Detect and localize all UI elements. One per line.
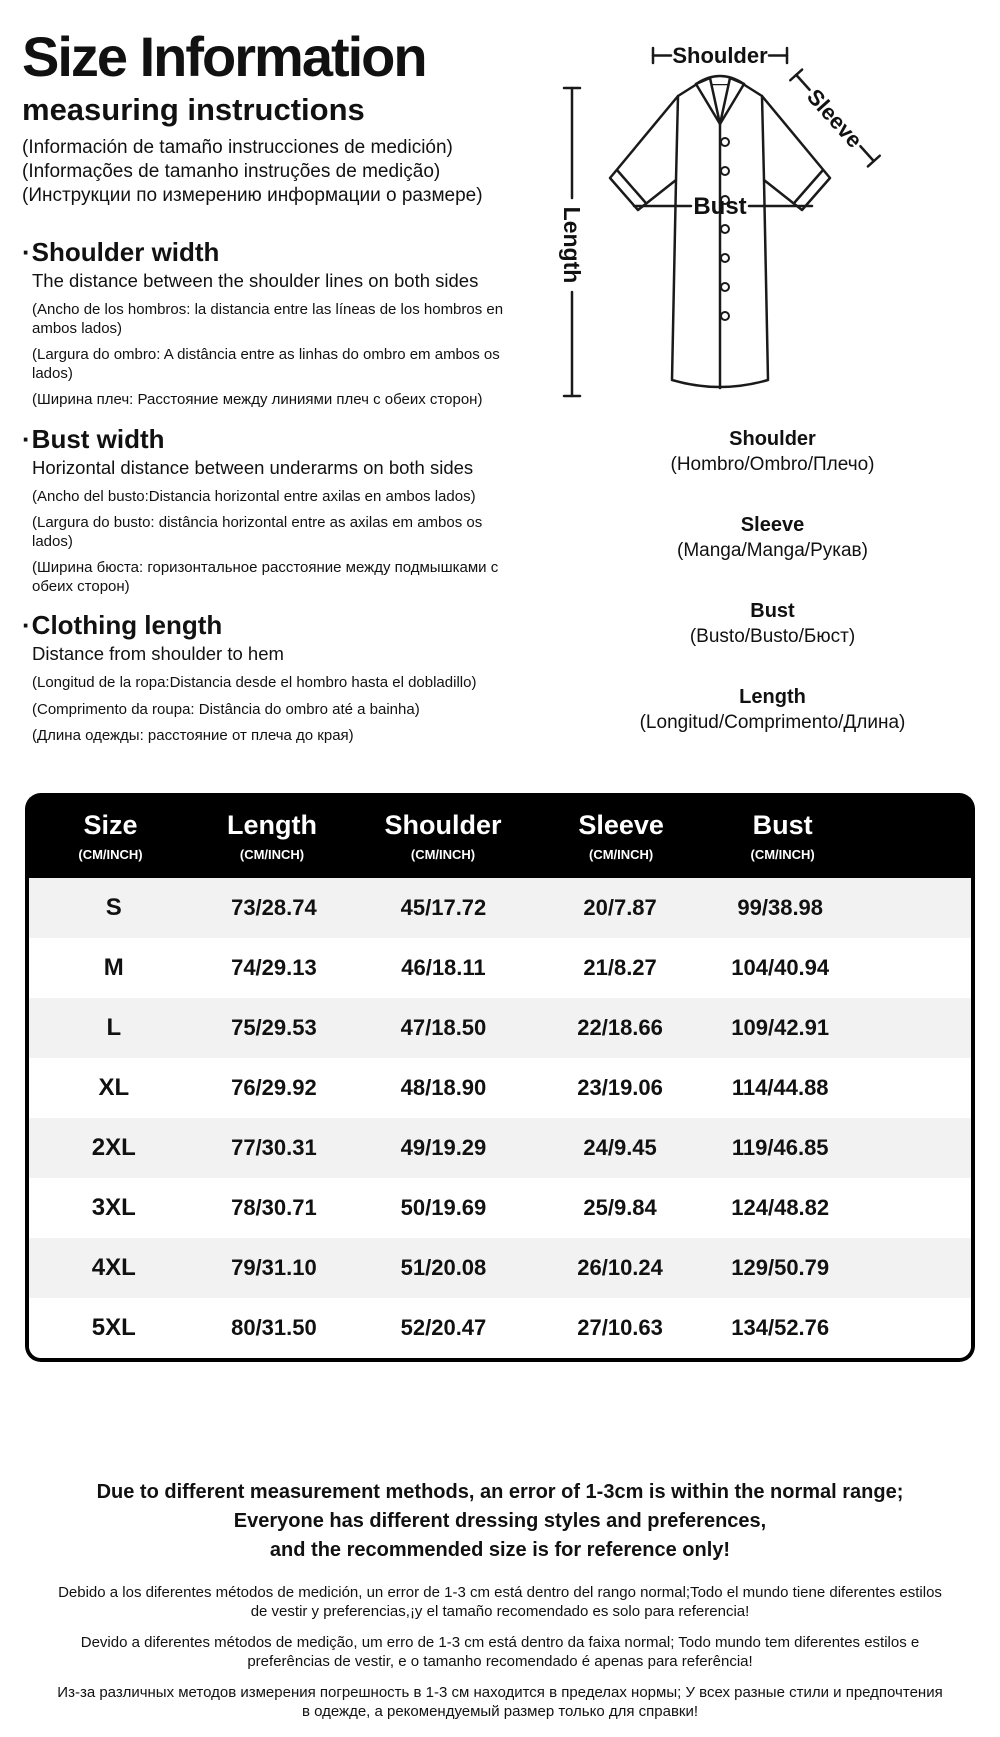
section-translation-es: (Longitud de la ropa:Distancia desde el hombro hasta el dobladillo) — [32, 674, 477, 691]
sleeve-cell: 27/10.63 — [577, 1315, 663, 1340]
length-cell: 76/29.92 — [231, 1075, 317, 1100]
length-cell: 80/31.50 — [231, 1315, 317, 1340]
shoulder-cell: 49/19.29 — [400, 1135, 487, 1160]
section-bust-width — [22, 423, 552, 597]
shoulder-cell: 51/20.08 — [400, 1255, 487, 1280]
footer-note-line-2: Everyone has different dressing styles and preferences, — [233, 1510, 767, 1532]
section-heading — [22, 609, 552, 641]
section-heading — [22, 236, 552, 268]
shoulder-cell: 50/19.69 — [400, 1195, 487, 1220]
legend-translation: (Longitud/Comprimento/Длина) — [639, 712, 906, 733]
sleeve-cell: 23/19.06 — [577, 1075, 663, 1100]
title-translation-pt: (Informações de tamanho instruções de medição) — [22, 161, 441, 182]
legend-term: Bust — [750, 600, 795, 622]
column-unit: (CM/INCH) — [588, 847, 654, 862]
length-cell: 74/29.13 — [231, 955, 317, 980]
table-row-2xl — [29, 1118, 971, 1178]
section-translation-pt: (Largura do busto: distância horizontal entre as axilas em ambos os lados) — [32, 514, 483, 550]
section-description: The distance between the shoulder lines on both sides — [32, 270, 479, 291]
section-heading-text: Clothing length — [31, 610, 223, 640]
section-heading-text: Shoulder width — [31, 237, 220, 267]
button-icon — [721, 167, 729, 175]
column-unit: (CM/INCH) — [239, 847, 305, 862]
button-icon — [721, 254, 729, 262]
legend-item-sleeve — [550, 513, 995, 563]
size-cell: 4XL — [91, 1254, 136, 1281]
column-unit: (CM/INCH) — [78, 847, 143, 862]
sleeve-cell: 24/9.45 — [583, 1135, 657, 1160]
size-cell: 2XL — [91, 1134, 136, 1161]
bust-cell: 99/38.98 — [737, 895, 824, 920]
table-row-s — [29, 878, 971, 938]
shoulder-cell: 47/18.50 — [400, 1015, 487, 1040]
length-cell: 79/31.10 — [231, 1255, 317, 1280]
table-row-m — [29, 938, 971, 998]
bullet-dot: · — [22, 610, 31, 640]
column-header-shoulder — [348, 810, 538, 863]
size-cell: L — [106, 1014, 122, 1041]
diagram-shoulder-label: Shoulder — [672, 43, 768, 68]
bullet-dot: · — [22, 423, 31, 454]
column-name: Bust — [752, 810, 813, 840]
column-header-sleeve — [538, 810, 704, 863]
column-name: Size — [83, 810, 138, 840]
bust-cell: 114/44.88 — [731, 1075, 829, 1100]
legend-item-shoulder — [550, 427, 995, 477]
footer-paragraph-pt: Devido a diferentes métodos de medição, um erro de 1-3 cm está dentro da faixa normal; Todo mundo tem diferentes estilos e preferências de vestir, e o tamanho recomendado é apenas para referência! — [80, 1634, 920, 1670]
size-cell: M — [103, 954, 124, 981]
table-row-4xl — [29, 1238, 971, 1298]
sleeve-cell: 26/10.24 — [577, 1255, 663, 1280]
section-heading-text: Bust width — [31, 423, 165, 454]
column-header-length — [196, 810, 348, 863]
column-header-size — [25, 810, 196, 863]
section-description: Distance from shoulder to hem — [32, 643, 284, 664]
title-translation-es: (Información de tamaño instrucciones de medición) — [22, 137, 453, 158]
button-icon — [721, 225, 729, 233]
bust-cell: 104/40.94 — [731, 955, 830, 980]
legend-term: Sleeve — [740, 514, 805, 536]
column-name: Length — [227, 810, 317, 840]
diagram-length-label: Length — [559, 206, 585, 284]
legend-translation: (Busto/Busto/Бюст) — [689, 626, 856, 647]
section-translation-ru: (Ширина плеч: Расстояние между линиями плеч с обеих сторон) — [32, 391, 483, 408]
size-cell: XL — [98, 1074, 130, 1101]
size-table-header — [25, 793, 975, 878]
size-cell: S — [105, 894, 122, 921]
bust-cell: 134/52.76 — [731, 1315, 830, 1340]
sleeve-cell: 20/7.87 — [583, 895, 657, 920]
shoulder-cell: 46/18.11 — [401, 955, 486, 980]
title-translation-ru: (Инструкции по измерению информации о размере) — [22, 185, 483, 206]
length-cell: 75/29.53 — [231, 1015, 317, 1040]
page-title: Size Information — [22, 25, 426, 88]
measuring-instructions-column — [22, 24, 552, 746]
table-row-5xl — [29, 1298, 971, 1358]
column-unit: (CM/INCH) — [410, 847, 476, 862]
column-header-bust — [704, 810, 861, 863]
section-heading — [22, 423, 552, 455]
bust-cell: 129/50.79 — [731, 1255, 830, 1280]
shirt-measurement-diagram — [550, 30, 990, 415]
shoulder-cell: 45/17.72 — [400, 895, 487, 920]
bust-cell: 109/42.91 — [731, 1015, 830, 1040]
diagram-sleeve-label: Sleeve — [802, 84, 868, 153]
section-description: Horizontal distance between underarms on both sides — [32, 456, 474, 478]
diagram-bust-label: Bust — [693, 193, 747, 220]
table-row-l — [29, 998, 971, 1058]
sleeve-bracket-line-right — [860, 146, 873, 161]
button-icon — [721, 138, 729, 146]
sleeve-bracket-line-left — [796, 75, 809, 90]
footer-paragraph-ru: Из-за различных методов измерения погрешность в 1-3 см находится в пределах нормы; У всех разные стили и предпочтения в одежде, а рекомендуемый размер только для справки! — [57, 1684, 943, 1720]
page-subtitle: measuring instructions — [22, 92, 365, 127]
size-table-body — [25, 878, 975, 1362]
shoulder-cell: 48/18.90 — [400, 1075, 487, 1100]
button-icon — [721, 312, 729, 320]
button-icon — [721, 283, 729, 291]
section-translation-es: (Ancho del busto:Distancia horizontal entre axilas en ambos lados) — [32, 487, 476, 505]
section-translation-ru: (Длина одежды: расстояние от плеча до края) — [32, 727, 354, 744]
size-table — [25, 793, 975, 1362]
sleeve-cell: 22/18.66 — [577, 1015, 663, 1040]
legend-term: Shoulder — [729, 428, 816, 450]
length-cell: 78/30.71 — [231, 1195, 317, 1220]
column-unit: (CM/INCH) — [750, 847, 815, 862]
legend-item-bust — [550, 599, 995, 649]
section-clothing-length — [22, 609, 552, 746]
legend-translation: (Hombro/Ombro/Плечо) — [670, 454, 875, 475]
section-translation-es: (Ancho de los hombros: la distancia entre las líneas de los hombros en ambos lados) — [32, 301, 504, 337]
bullet-dot: · — [22, 237, 31, 267]
legend-term: Length — [739, 686, 806, 708]
legend-translation: (Manga/Manga/Рукав) — [677, 540, 868, 561]
section-translation-ru: (Ширина бюста: горизонтальное расстояние между подмышками с обеих сторон) — [32, 559, 499, 595]
table-row-3xl — [29, 1178, 971, 1238]
column-name: Shoulder — [384, 810, 502, 840]
sleeve-cell: 21/8.27 — [583, 955, 657, 980]
footer-notes — [0, 1478, 1000, 1721]
size-cell: 5XL — [91, 1314, 136, 1341]
section-translation-pt: (Comprimento da roupa: Distância do ombro até a bainha) — [32, 700, 420, 718]
legend-item-length — [550, 685, 995, 735]
length-cell: 73/28.74 — [231, 895, 317, 920]
diagram-legend — [550, 427, 995, 735]
column-name: Sleeve — [578, 810, 664, 840]
table-row-xl — [29, 1058, 971, 1118]
diagram-column — [550, 30, 995, 771]
footer-paragraph-es: Debido a los diferentes métodos de medición, un error de 1-3 cm está dentro del rango normal;Todo el mundo tiene diferentes estilos de vestir y preferencias,¡y el tamaño recomendado es solo para referencia! — [58, 1584, 942, 1620]
bust-cell: 119/46.85 — [731, 1135, 829, 1160]
shoulder-cell: 52/20.47 — [400, 1315, 487, 1340]
footer-note-line-3: and the recommended size is for reference only! — [269, 1539, 731, 1561]
bust-cell: 124/48.82 — [731, 1195, 830, 1220]
size-cell: 3XL — [91, 1194, 136, 1221]
section-translation-pt: (Largura do ombro: A distância entre as linhas do ombro em ambos os lados) — [32, 346, 500, 382]
footer-note-line-1: Due to different measurement methods, an error of 1-3cm is within the normal range; — [96, 1481, 904, 1503]
length-cell: 77/30.31 — [231, 1135, 317, 1160]
sleeve-cell: 25/9.84 — [583, 1195, 657, 1220]
section-shoulder-width — [22, 236, 552, 410]
